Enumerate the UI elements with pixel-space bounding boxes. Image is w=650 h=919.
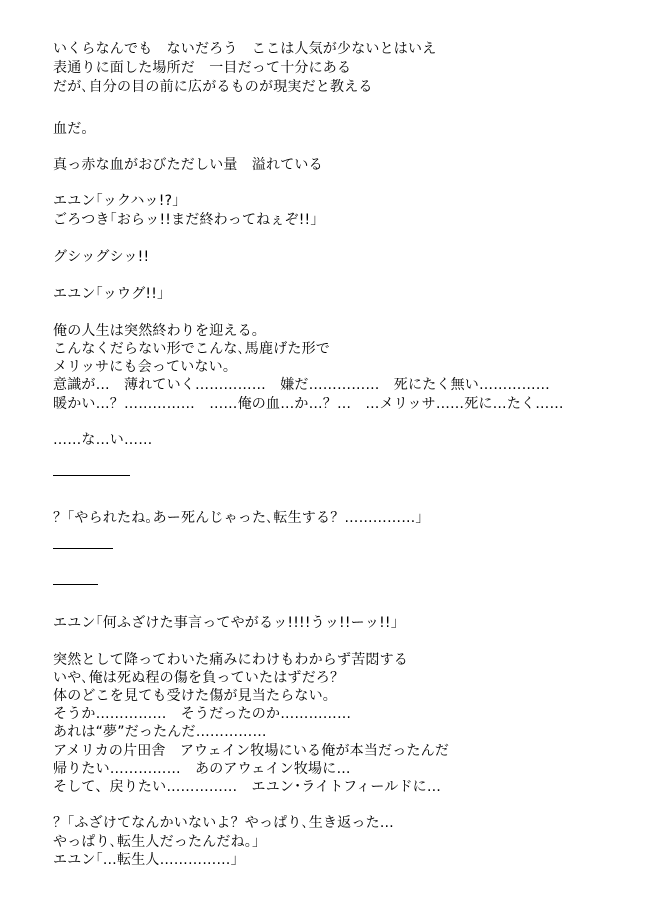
text-line: 血だ。: [53, 121, 96, 137]
text-line: そして、戻りたい…………… エユン･ライトフィールドに…: [53, 779, 442, 795]
text-line: いや､俺は死ぬ程の傷を負っていたはずだろ？: [53, 670, 345, 686]
text-line: こんなくだらない形でこんな､馬鹿げた形で: [53, 341, 330, 357]
text-line: いくらなんでも ないだろう ここは人気が少ないとはいえ: [53, 41, 437, 57]
text-line: アメリカの片田舎 アウェイン牧場にいる俺が本当だったんだ: [53, 743, 450, 759]
text-line: 真っ赤な血がおびただしい量 溢れている: [53, 157, 323, 173]
horizontal-rule: [53, 548, 113, 549]
text-line: あれは“夢”だったんだ……………: [53, 724, 267, 740]
dialogue-line: エユン｢何ふざけた事言ってやがるッ!!!!うッ!!ーッ!!｣: [53, 615, 398, 631]
text-line: だが､自分の目の前に広がるものが現実だと教える: [53, 79, 373, 95]
text-line: 帰りたい…………… あのアウェイン牧場に…: [53, 761, 351, 777]
horizontal-rule: [53, 584, 98, 585]
text-line: 体のどこを見ても受けた傷が見当たらない。: [53, 688, 337, 704]
text-line: ……な…い……: [53, 432, 153, 448]
text-line: メリッサにも会っていない。: [53, 359, 238, 375]
text-line: 暖かい…？…………… ……俺の血…か…？… …メリッサ……死に…たく……: [53, 396, 564, 412]
text-line: 突然として降ってわいた痛みにわけもわからず苦悶する: [53, 652, 408, 668]
dialogue-line: ごろつき｢おらッ!!まだ終わってねぇぞ!!｣: [53, 212, 318, 228]
dialogue-line: エユン｢ッウグ!!｣: [53, 286, 165, 302]
dialogue-line: ？｢ふざけてなんかいないよ？やっぱり､生き返った…: [53, 815, 394, 831]
dialogue-line: やっぱり､転生人だったんだね。｣: [53, 834, 260, 850]
dialogue-line: エユン｢ックハッ!?｣: [53, 193, 180, 209]
text-line: 俺の人生は突然終わりを迎える。: [53, 323, 266, 339]
horizontal-rule: [53, 475, 130, 476]
text-line: グシッグシッ!!: [53, 249, 150, 265]
text-line: そうか…………… そうだったのか……………: [53, 706, 352, 722]
text-line: 表通りに面した場所だ 一目だって十分にある: [53, 60, 352, 76]
text-line: 意識が… 薄れていく…………… 嫌だ…………… 死にたく無い……………: [53, 377, 550, 393]
dialogue-line: ？｢やられたね｡あー死んじゃった､転生する？……………｣: [53, 510, 423, 526]
dialogue-line: エユン｢…転生人……………｣: [53, 852, 238, 868]
